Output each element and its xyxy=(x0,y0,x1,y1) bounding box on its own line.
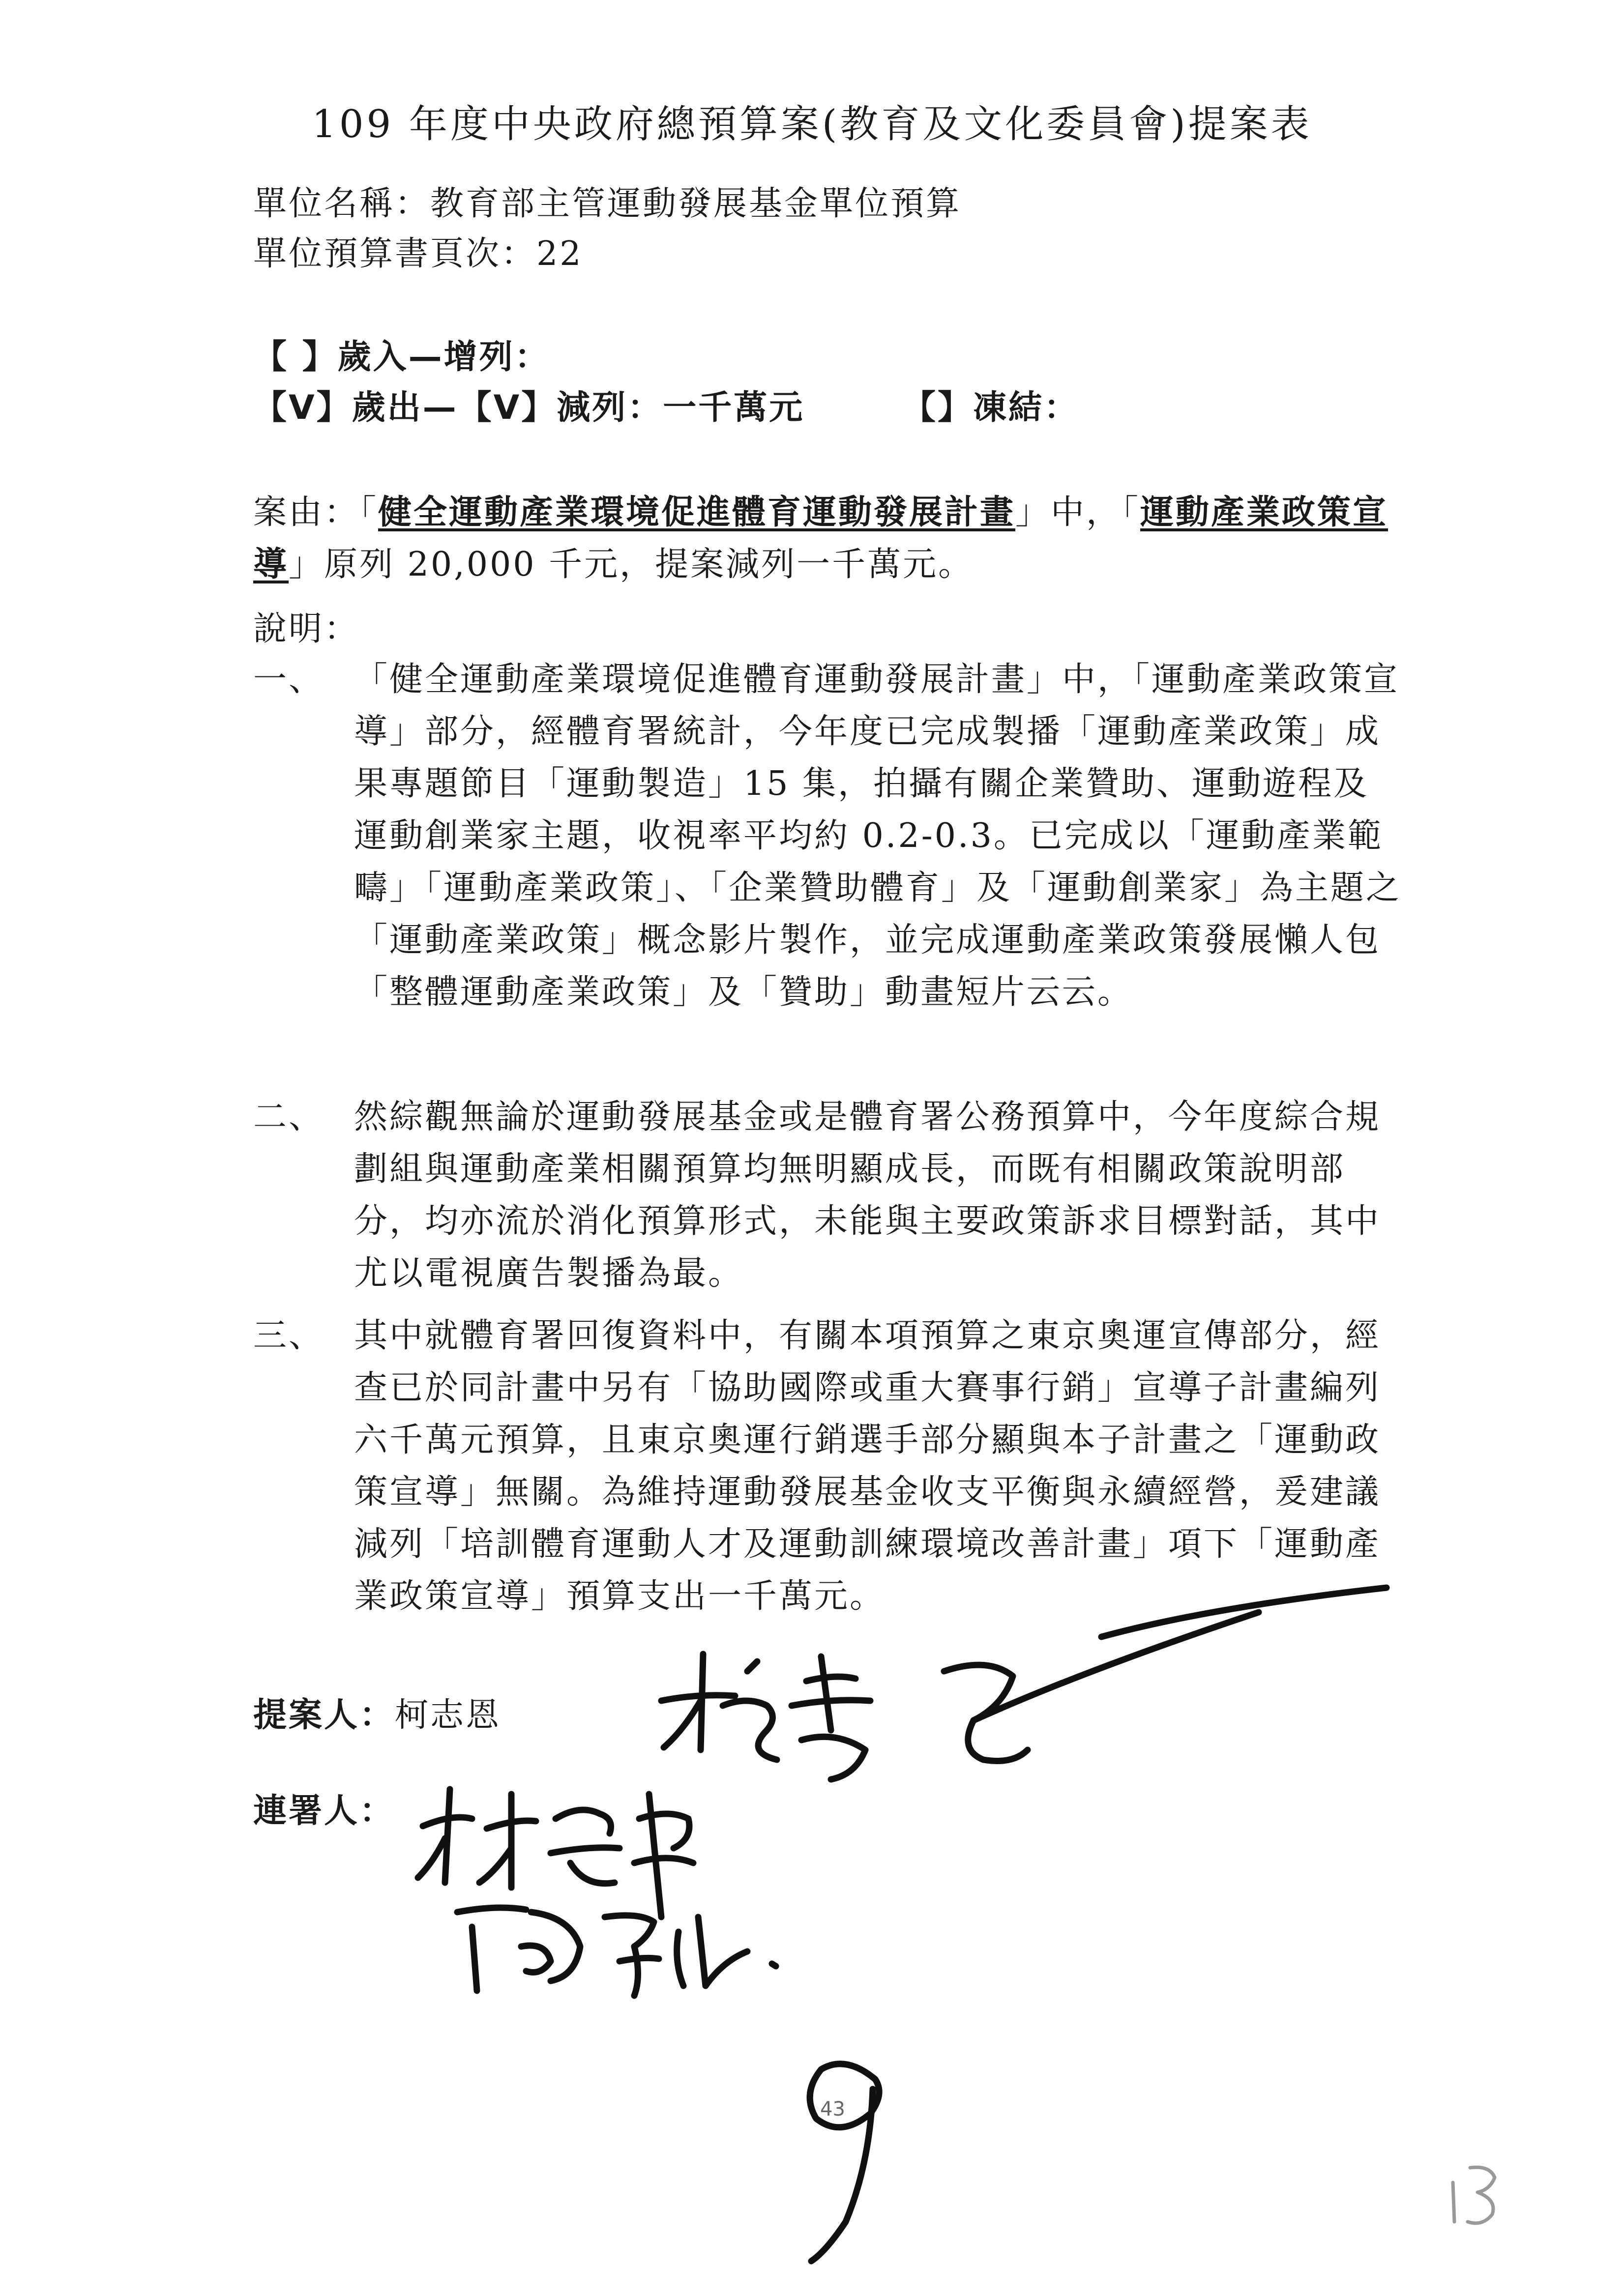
item-number: 二、 xyxy=(253,1098,325,1136)
revenue-line: 【 】歲入—增列： xyxy=(253,338,550,377)
item-number: 三、 xyxy=(253,1316,325,1355)
proposer-label: 提案人： xyxy=(253,1696,395,1735)
corner-handwritten-mark xyxy=(1453,2167,1495,2223)
case-suffix: 」原列 20,000 千元，提案減列一千萬元。 xyxy=(289,545,974,584)
page-number: 43 xyxy=(820,2098,845,2121)
cosigner-signature-2 xyxy=(457,1908,776,1996)
item-text: 「健全運動產業環境促進體育運動發展計畫」中，「運動產業政策宣導」部分，經體育署統計，今年度已完成製播「運動產業政策」成果專題節目「運動製造」15 集，拍攝有關企業贊助、運動遊程及運動創業家主題，收視率平均約 0.2-0.3。已完成以「運動產業範疇」「運動產業政策」、「企業贊助體育」及「運動創業家」為主題之「運動產業政策」概念影片製作，並完成運動產業政策發展懶人包「整體運動產業政策」及「贊助」動畫短片云云。 xyxy=(354,660,1402,1012)
item-number: 一、 xyxy=(253,660,325,699)
explain-label: 說明： xyxy=(253,610,360,648)
case-plan: 健全運動產業環境促進體育運動發展計畫 xyxy=(378,493,1016,532)
item-text: 然綜觀無論於運動發展基金或是體育署公務預算中，今年度綜合規劃組與運動產業相關預算均無明顯成長，而既有相關政策說明部分，均亦流於消化預算形式，未能與主要政策訴求目標對話，其中尤以電視廣告製播為最。 xyxy=(354,1098,1381,1293)
cosigner-label: 連署人： xyxy=(253,1792,395,1831)
handwritten-numeral-mark xyxy=(810,2064,879,2261)
case-item: 運動產業政策宣導 xyxy=(253,493,1388,584)
proposer-name: 柯志恩 xyxy=(395,1696,502,1735)
item-text: 其中就體育署回復資料中，有關本項預算之東京奧運宣傳部分，經查已於同計畫中另有「協助國際或重大賽事行銷」宣導子計畫編列六千萬元預算，且東京奧運行銷選手部分顯與本子計畫之「運動政策宣導」無關。為維持運動發展基金收支平衡與永續經營，爰建議減列「培訓體育運動人才及運動訓練環境改善計畫」項下「運動產業政策宣導」預算支出一千萬元。 xyxy=(354,1316,1381,1616)
cosigner-signature-1 xyxy=(418,1789,693,1917)
document-title: 109 年度中央政府總預算案(教育及文化委員會)提案表 xyxy=(312,102,1312,146)
unit-name: 單位名稱：教育部主管運動發展基金單位預算 xyxy=(253,184,962,223)
unit-page: 單位預算書頁次：22 xyxy=(253,234,583,273)
case-prefix: 案由：「 xyxy=(253,493,379,532)
expense-line: 【V】歲出—【V】減列：一千萬元 xyxy=(253,388,805,427)
proposer-signature xyxy=(661,1588,1387,1779)
freeze-line: 【】凍結： xyxy=(902,388,1080,427)
case-mid: 」中，「 xyxy=(1015,493,1141,532)
